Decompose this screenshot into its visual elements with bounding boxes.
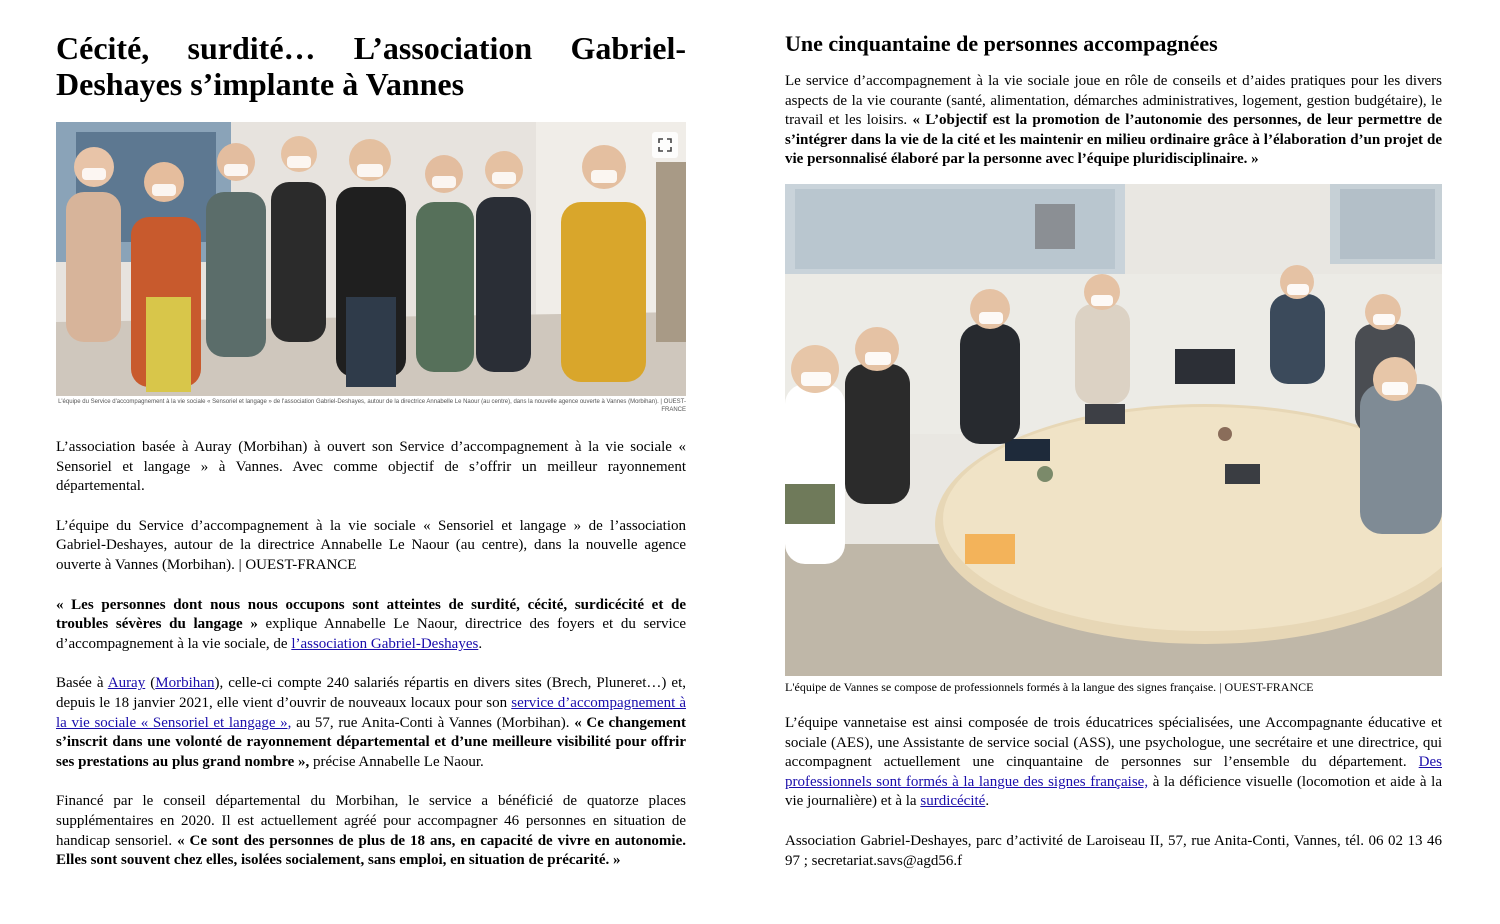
photo-caption-right: L'équipe de Vannes se compose de professionnels formés à la langue des signes française. | OUEST-FRANCE [785,679,1314,694]
section-heading: Une cinquantaine de personnes accompagnées [785,31,1218,56]
auray-link[interactable]: Auray [107,675,146,692]
team-photo-illustration [56,122,686,396]
photo-caption-left: L'équipe du Service d'accompagnement à la vie sociale « Sensoriel et langage » de l'association Gabriel-Deshayes, autour de la directrice Annabelle Le Naour (au centre), dans la nouvelle agence ouverte à Vannes (Morbihan). | OUEST-FRANCE [58,399,686,413]
association-link[interactable]: l’association Gabriel-Deshayes [291,635,479,652]
quote-text: explique Annabelle Le Naour, directrice des foyers et du service d’accompagnement à la vie sociale, de [56,616,686,652]
team-photo [56,122,686,396]
quote-paragraph: « Les personnes dont nous nous occupons sont atteintes de surdité, cécité, surdicécité et de troubles sévères du langage » explique Annabelle Le Naour, directrice des foyers et du service d’accompagnement à la vie sociale, de l’association Gabriel-Deshayes. [56,596,686,652]
meeting-photo-illustration [785,184,1442,676]
team-composition-paragraph: L’équipe vannetaise est ainsi composée de trois éducatrices spécialisées, une Accompagnante éducative et sociale (AES), une Assistante de service social (ASS), une psychologue, une secrétaire et une directrice, qui accompagnent actuellement une cinquantaine de personnes sur l’ensemble du département. Des professionnels sont formés à la langue des signes française, à la déficience visuelle (locomotion et aide à la vie journalière) et à la surdicécité. [785,714,1442,810]
location-paragraph: Basée à Auray (Morbihan), celle-ci compte 240 salariés répartis en divers sites (Brech, Pluneret…) et, depuis le 18 janvier 2021, elle vient d’ouvrir de nouveaux locaux pour son service d’accompagnement à la vie sociale « Sensoriel et langage », au 57, rue Anita-Conti à Vannes (Morbihan). « Ce changement s’inscrit dans une volonté de rayonnement départemental et d’une meilleure visibilité pour offrir ses prestations au plus grand nombre », précise Annabelle Le Naour. [56,675,687,770]
photo-description-paragraph: L’équipe du Service d’accompagnement à la vie sociale « Sensoriel et langage » de l’association Gabriel-Deshayes, autour de la directrice Annabelle Le Naour (au centre), dans la nouvelle agence ouverte à Vannes (Morbihan). | OUEST-FRANCE [56,517,686,573]
left-column [56,0,686,871]
contact-paragraph: Association Gabriel-Deshayes, parc d’activité de Laroiseau II, 57, rue Anita-Conti, Vannes, tél. 06 02 13 46 97 ; secretariat.savs@agd56.f [785,832,1442,869]
article-title: Cécité, surdité… L’association Gabriel-Deshayes s’implante à Vannes [56,30,686,102]
service-description: Le service d’accompagnement à la vie sociale joue en rôle de conseils et d’aides pratiques pour les divers aspects de la vie courante (santé, alimentation, démarches administratives, logement, gestion budgétaire), le travail et les loisirs. « L’objectif est la promotion de l’autonomie des personnes, de leur permettre de s’intégrer dans la vie de la cité et les maintenir en milieu ordinaire grâce à l’élaboration d’un projet de vie personnalisé élaboré par la personne avec l’équipe pluridisciplinaire. » [785,73,1442,168]
people-quote: « Ce sont des personnes de plus de 18 ans, en capacité de vivre en autonomie. Elles sont souvent chez elles, isolées socialement, sans emploi, en situation de précarité. » [56,832,686,869]
objective-quote: « L’objectif est la promotion de l’autonomie des personnes, de leur permettre de s’intégrer dans la vie de la cité et les maintenir en milieu ordinaire grâce à l’élaboration d’un projet de vie personnalisé élaboré par la personne avec l’équipe pluridisciplinaire. » [785,112,1442,168]
quote-bold: « Les personnes dont nous nous occupons sont atteintes de surdité, cécité, surdicécité et de troubles sévères du langage » [56,596,686,633]
right-column [785,0,1442,871]
expand-icon[interactable] [652,132,678,158]
surdicecite-link[interactable]: surdicécité [920,793,986,810]
article-intro: L’association basée à Auray (Morbihan) à ouvert son Service d’accompagnement à la vie sociale « Sensoriel et langage » à Vannes. Avec comme objectif de s’offrir un meilleur rayonnement départemental. [56,439,686,495]
service-link[interactable]: service d’accompagnement à la vie sociale « Sensoriel et langage », [56,694,687,731]
morbihan-link[interactable]: Morbihan [155,675,215,692]
sign-language-link[interactable]: Des professionnels sont formés à la langue des signes française, [785,754,1442,790]
change-quote: « Ce changement s’inscrit dans une volonté de rayonnement départemental et d’une meilleure visibilité pour offrir ses prestations au plus grand nombre », [56,714,686,770]
meeting-photo [785,184,1442,676]
funding-paragraph: Financé par le conseil départemental du Morbihan, le service a bénéficié de quatorze places supplémentaires en 2020. Il est actuellement agréé pour accompagner 46 personnes en situation de handicap sensoriel. « Ce sont des personnes de plus de 18 ans, en capacité de vivre en autonomie. Elles sont souvent chez elles, isolées socialement, sans emploi, en situation de précarité. » [56,793,686,869]
